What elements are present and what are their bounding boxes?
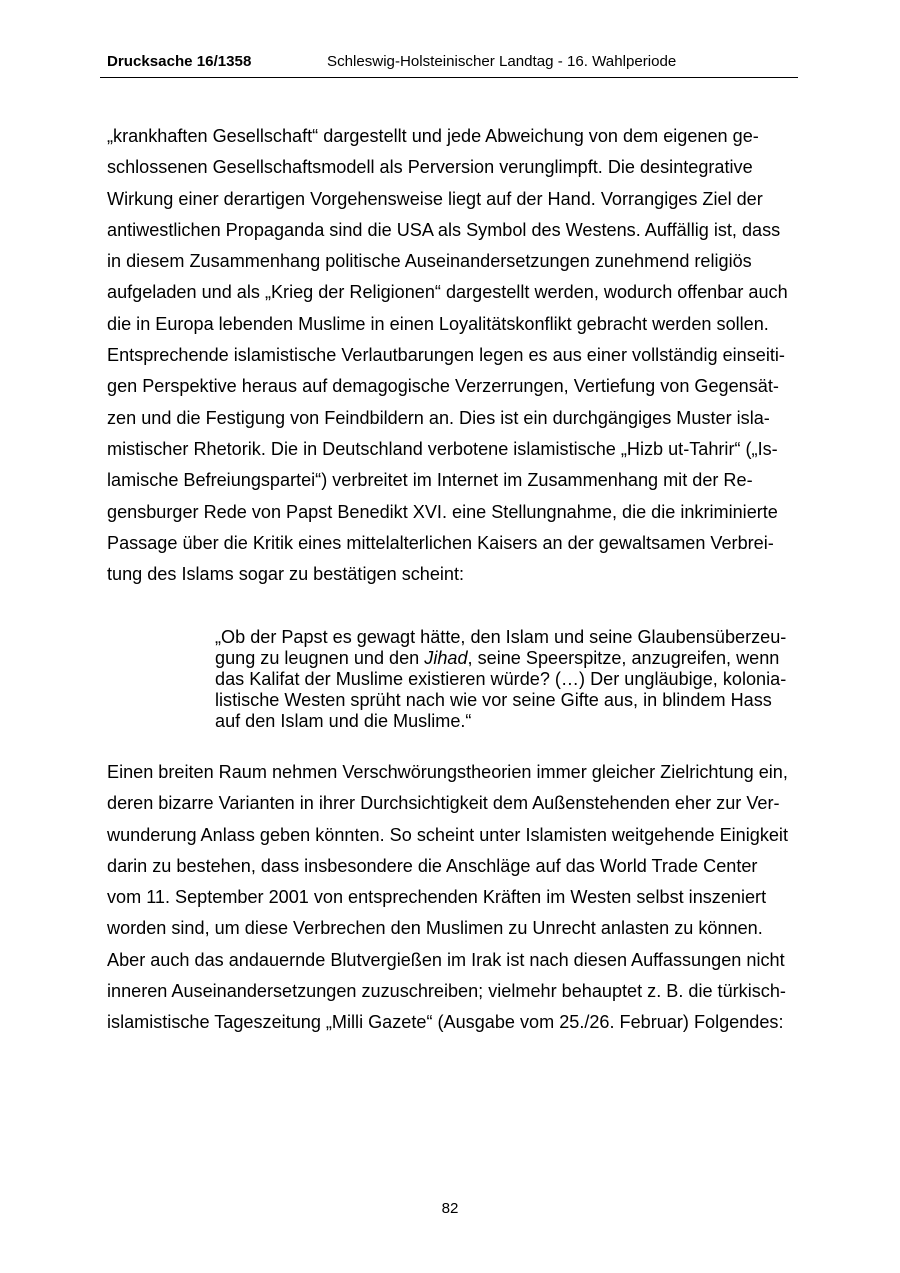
block-quote bbox=[215, 627, 815, 732]
text-line: in diesem Zusammenhang politische Auseinandersetzungen zunehmend religiös bbox=[107, 251, 752, 272]
document-number: Drucksache 16/1358 bbox=[107, 53, 252, 70]
text-line: lamische Befreiungspartei“) verbreitet im Internet im Zusammenhang mit der Re- bbox=[107, 470, 753, 491]
text-line: antiwestlichen Propaganda sind die USA als Symbol des Westens. Auffällig ist, dass bbox=[107, 219, 781, 240]
text-line: inneren Auseinandersetzungen zuzuschreiben; vielmehr behauptet z. B. die türkisch- bbox=[107, 981, 786, 1002]
text-line: tung des Islams sogar zu bestätigen scheint: bbox=[107, 564, 465, 585]
text-line: Wirkung einer derartigen Vorgehensweise liegt auf der Hand. Vorrangiges Ziel der bbox=[107, 188, 763, 209]
text-line: darin zu bestehen, dass insbesondere die Anschläge auf das World Trade Center bbox=[107, 855, 758, 876]
text-line: vom 11. September 2001 von entsprechenden Kräften im Westen selbst inszeniert bbox=[107, 887, 767, 908]
text-line: worden sind, um diese Verbrechen den Muslimen zu Unrecht anlasten zu können. bbox=[107, 918, 763, 939]
paragraph-1 bbox=[107, 121, 807, 590]
quote-emphasis: Jihad bbox=[424, 648, 468, 668]
text-line: die in Europa lebenden Muslime in einen Loyalitätskonflikt gebracht werden sollen. bbox=[107, 313, 769, 334]
quote-line: „Ob der Papst es gewagt hätte, den Islam und seine Glaubensüberzeu- bbox=[215, 627, 787, 647]
text-line: zen und die Festigung von Feindbildern an. Dies ist ein durchgängiges Muster isla- bbox=[107, 407, 770, 428]
quote-line bbox=[215, 648, 815, 669]
text-line: Entsprechende islamistische Verlautbarungen legen es aus einer vollständig einseiti- bbox=[107, 345, 785, 366]
quote-text: gung zu leugnen und den bbox=[215, 648, 425, 668]
page-number: 82 bbox=[441, 1200, 459, 1217]
text-line: „krankhaften Gesellschaft“ dargestellt und jede Abweichung von dem eigenen ge- bbox=[107, 126, 759, 146]
header-institution: Schleswig-Holsteinischer Landtag - 16. Wahlperiode bbox=[327, 53, 677, 70]
text-line: gensburger Rede von Papst Benedikt XVI. eine Stellungnahme, die die inkriminierte bbox=[107, 501, 778, 522]
text-line: Aber auch das andauernde Blutvergießen im Irak ist nach diesen Auffassungen nicht bbox=[107, 949, 785, 970]
paragraph-2 bbox=[107, 757, 807, 1039]
text-line: islamistische Tageszeitung „Milli Gazete“ (Ausgabe vom 25./26. Februar) Folgendes: bbox=[107, 1012, 784, 1033]
header-rule bbox=[100, 77, 798, 78]
text-line: deren bizarre Varianten in ihrer Durchsichtigkeit dem Außenstehenden eher zur Ver- bbox=[107, 793, 780, 814]
text-line: Passage über die Kritik eines mittelalterlichen Kaisers an der gewaltsamen Verbrei- bbox=[107, 532, 774, 553]
text-line: schlossenen Gesellschaftsmodell als Perversion verunglimpft. Die desintegrative bbox=[107, 157, 753, 178]
text-line: wunderung Anlass geben könnten. So scheint unter Islamisten weitgehende Einigkeit bbox=[107, 824, 788, 845]
text-line: mistischer Rhetorik. Die in Deutschland verbotene islamistische „Hizb ut-Tahrir“ („Is- bbox=[107, 438, 778, 459]
text-line: aufgeladen und als „Krieg der Religionen“ dargestellt werden, wodurch offenbar auch bbox=[107, 282, 788, 303]
quote-line: listische Westen sprüht nach wie vor seine Gifte aus, in blindem Hass bbox=[215, 690, 772, 710]
quote-text: , seine Speerspitze, anzugreifen, wenn bbox=[467, 648, 780, 668]
quote-line: das Kalifat der Muslime existieren würde? (…) Der ungläubige, kolonia- bbox=[215, 669, 787, 689]
text-line: gen Perspektive heraus auf demagogische Verzerrungen, Vertiefung von Gegensät- bbox=[107, 376, 779, 397]
quote-line: auf den Islam und die Muslime.“ bbox=[215, 711, 472, 731]
text-line: Einen breiten Raum nehmen Verschwörungstheorien immer gleicher Zielrichtung ein, bbox=[107, 762, 788, 782]
